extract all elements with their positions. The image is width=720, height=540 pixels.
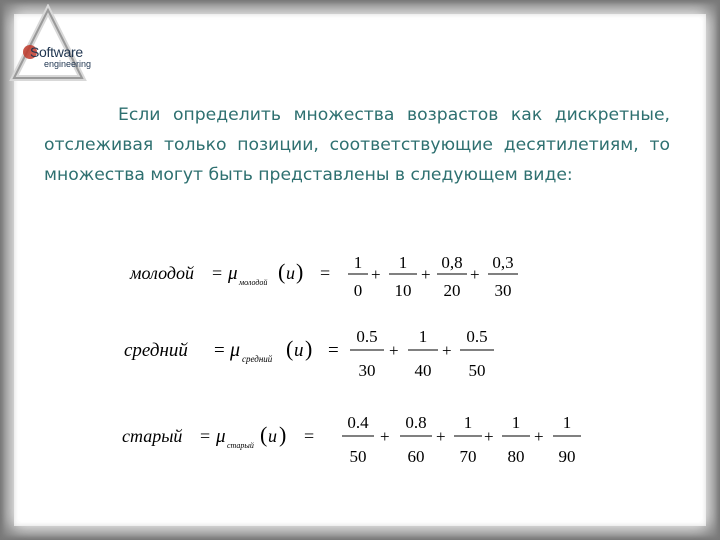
fraction-denominator: 60 [407, 447, 425, 466]
fraction-numerator: 1 [511, 413, 521, 432]
formula-young-subscript: молодой [239, 278, 268, 287]
fraction-denominator: 90 [558, 447, 576, 466]
fraction-denominator: 40 [414, 361, 432, 380]
svg-text:+: + [470, 265, 480, 284]
svg-text:μ: μ [216, 426, 226, 447]
fraction-numerator: 1 [418, 327, 428, 346]
formula-middle [114, 318, 514, 384]
fraction-denominator: 70 [459, 447, 477, 466]
fraction-numerator: 0.5 [356, 327, 378, 346]
fraction-numerator: 1 [353, 253, 363, 272]
svg-text:=: = [212, 263, 223, 283]
fraction-numerator: 0.8 [405, 413, 427, 432]
svg-text:+: + [389, 341, 399, 360]
svg-text:μ: μ [228, 263, 238, 284]
svg-text:=: = [214, 340, 225, 361]
formula-young-var: u [286, 263, 295, 283]
logo-text-software: Software [30, 44, 83, 60]
fraction-denominator: 20 [443, 281, 461, 300]
svg-text:+: + [371, 265, 381, 284]
svg-text:(: ( [286, 336, 294, 361]
svg-text:+: + [442, 341, 452, 360]
formula-old [114, 404, 604, 470]
svg-text:=: = [320, 263, 331, 283]
fraction-numerator: 1 [562, 413, 572, 432]
fraction-numerator: 0,3 [492, 253, 514, 272]
formula-young-name: молодой [130, 263, 194, 283]
svg-text:(: ( [278, 259, 286, 284]
svg-text:(: ( [260, 422, 268, 447]
fraction-denominator: 0 [353, 281, 363, 300]
formula-middle-subscript: средний [242, 354, 273, 364]
fraction-numerator: 0,8 [441, 253, 463, 272]
fraction-denominator: 30 [494, 281, 512, 300]
fraction-denominator: 80 [507, 447, 525, 466]
fraction-numerator: 1 [398, 253, 408, 272]
formula-old-name: старый [122, 426, 183, 446]
fraction-denominator: 10 [394, 281, 412, 300]
formula-middle-name: средний [124, 340, 188, 361]
formula-old-var: u [268, 426, 277, 446]
formula-young [120, 244, 540, 306]
svg-text:+: + [484, 427, 494, 446]
logo-text-engineering: engineering [44, 59, 92, 69]
software-engineering-logo [8, 4, 108, 86]
svg-text:=: = [200, 426, 211, 446]
fraction-numerator: 1 [463, 413, 473, 432]
fraction-denominator: 30 [358, 361, 376, 380]
formula-middle-var: u [294, 340, 304, 361]
fraction-denominator: 50 [468, 361, 486, 380]
svg-text:+: + [380, 427, 390, 446]
svg-text:+: + [421, 265, 431, 284]
svg-text:=: = [304, 426, 315, 446]
svg-text:=: = [328, 340, 339, 361]
svg-text:+: + [436, 427, 446, 446]
svg-text:): ) [279, 422, 287, 447]
body-paragraph: Если определить множества возрастов как дискретные, отслеживая только позиции, соответствующие десятилетиям, то множества могут быть представлены в следующем виде: [44, 105, 670, 185]
fraction-denominator: 50 [349, 447, 367, 466]
svg-text:): ) [296, 259, 304, 284]
fraction-numerator: 0.4 [347, 413, 369, 432]
svg-text:): ) [305, 336, 313, 361]
svg-text:+: + [534, 427, 544, 446]
fraction-numerator: 0.5 [466, 327, 488, 346]
svg-text:μ: μ [230, 339, 241, 361]
formula-old-subscript: старый [227, 441, 254, 450]
